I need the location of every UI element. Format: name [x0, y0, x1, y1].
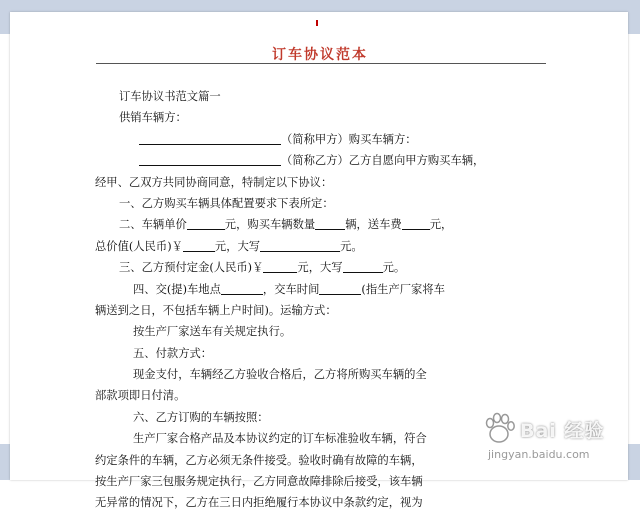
paragraph-line: 按生产厂家三包服务规定执行，乙方同意故障排除后接受，该车辆	[95, 475, 423, 489]
line-text: (指生产厂家将车	[361, 282, 445, 296]
line-text: 二、车辆单价	[119, 218, 187, 232]
document-body	[95, 86, 545, 514]
paragraph-line: 一、乙方购买车辆具体配置要求下表所定：	[119, 196, 334, 210]
paragraph-line: 约定条件的车辆，乙方必须无条件接受。验收时确有故障的车辆，	[95, 453, 423, 467]
paragraph-line: 辆送到之日，不包括车辆上户时间)。运输方式：	[95, 303, 337, 317]
watermark-brand: Bai 经验	[520, 420, 605, 442]
fill-blank	[187, 217, 225, 230]
paragraph-line: 现金支付，车辆经乙方验收合格后，乙方将所购买车辆的全	[133, 368, 427, 382]
fill-blank	[263, 260, 297, 273]
line-text: 元，	[429, 218, 453, 232]
paragraph-line	[95, 214, 545, 235]
paragraph-line: 六、乙方订购的车辆按照：	[133, 410, 269, 424]
line-text: 元，大写	[297, 261, 343, 275]
fill-blank	[260, 239, 340, 252]
paragraph-line: 经甲、乙双方共同协商同意，特制定以下协议：	[95, 175, 333, 189]
fill-blank	[139, 153, 281, 166]
paw-logo-icon	[482, 412, 516, 446]
line-text: （简称乙方）乙方自愿向甲方购买车辆，	[281, 154, 485, 168]
fill-blank	[402, 217, 430, 230]
paragraph-line: 订车协议书范文篇一	[119, 90, 221, 103]
title-divider	[96, 63, 546, 64]
paragraph-line	[95, 236, 545, 257]
paragraph-line: 生产厂家合格产品及本协议约定的订车标准验收车辆，符合	[133, 432, 427, 446]
paragraph-line	[95, 257, 545, 278]
line-text: 元，大写	[214, 239, 261, 253]
fill-blank	[221, 282, 263, 295]
paragraph-line	[95, 279, 545, 300]
paragraph-line: 部款项即日付清。	[95, 389, 186, 403]
line-text: 辆，送车费	[345, 218, 402, 232]
line-text: （简称甲方）购买车辆方：	[281, 132, 417, 146]
paragraph-line: 按生产厂家送车有关规定执行。	[133, 325, 292, 339]
line-text: 四、交(提)车地点	[133, 282, 221, 296]
paragraph-line: 供销车辆方：	[119, 111, 187, 125]
line-text: 元，购买车辆数量	[224, 218, 316, 232]
line-text: ，交车时间	[262, 282, 320, 296]
fill-blank	[343, 260, 383, 273]
fill-blank	[315, 217, 345, 230]
paragraph-line: 无异常的情况下，乙方在三日内拒绝履行本协议中条款约定，视为	[95, 496, 423, 510]
paragraph-line	[95, 150, 545, 171]
fill-blank	[139, 132, 281, 145]
watermark-url: jingyan.baidu.com	[488, 448, 590, 461]
fill-blank	[183, 239, 215, 252]
line-text: 元。	[382, 261, 406, 275]
paragraph-line: 五、付款方式：	[133, 346, 213, 360]
document-title: 订车协议范本	[272, 47, 368, 63]
fill-blank	[319, 282, 361, 295]
baidu-jingyan-watermark	[482, 406, 632, 470]
paragraph-line	[95, 129, 545, 150]
line-text: 三、乙方预付定金(人民币)￥	[119, 261, 264, 275]
line-text: 总价值(人民币)￥	[95, 239, 183, 253]
line-text: 元。	[340, 239, 363, 253]
page-marker	[316, 20, 318, 26]
